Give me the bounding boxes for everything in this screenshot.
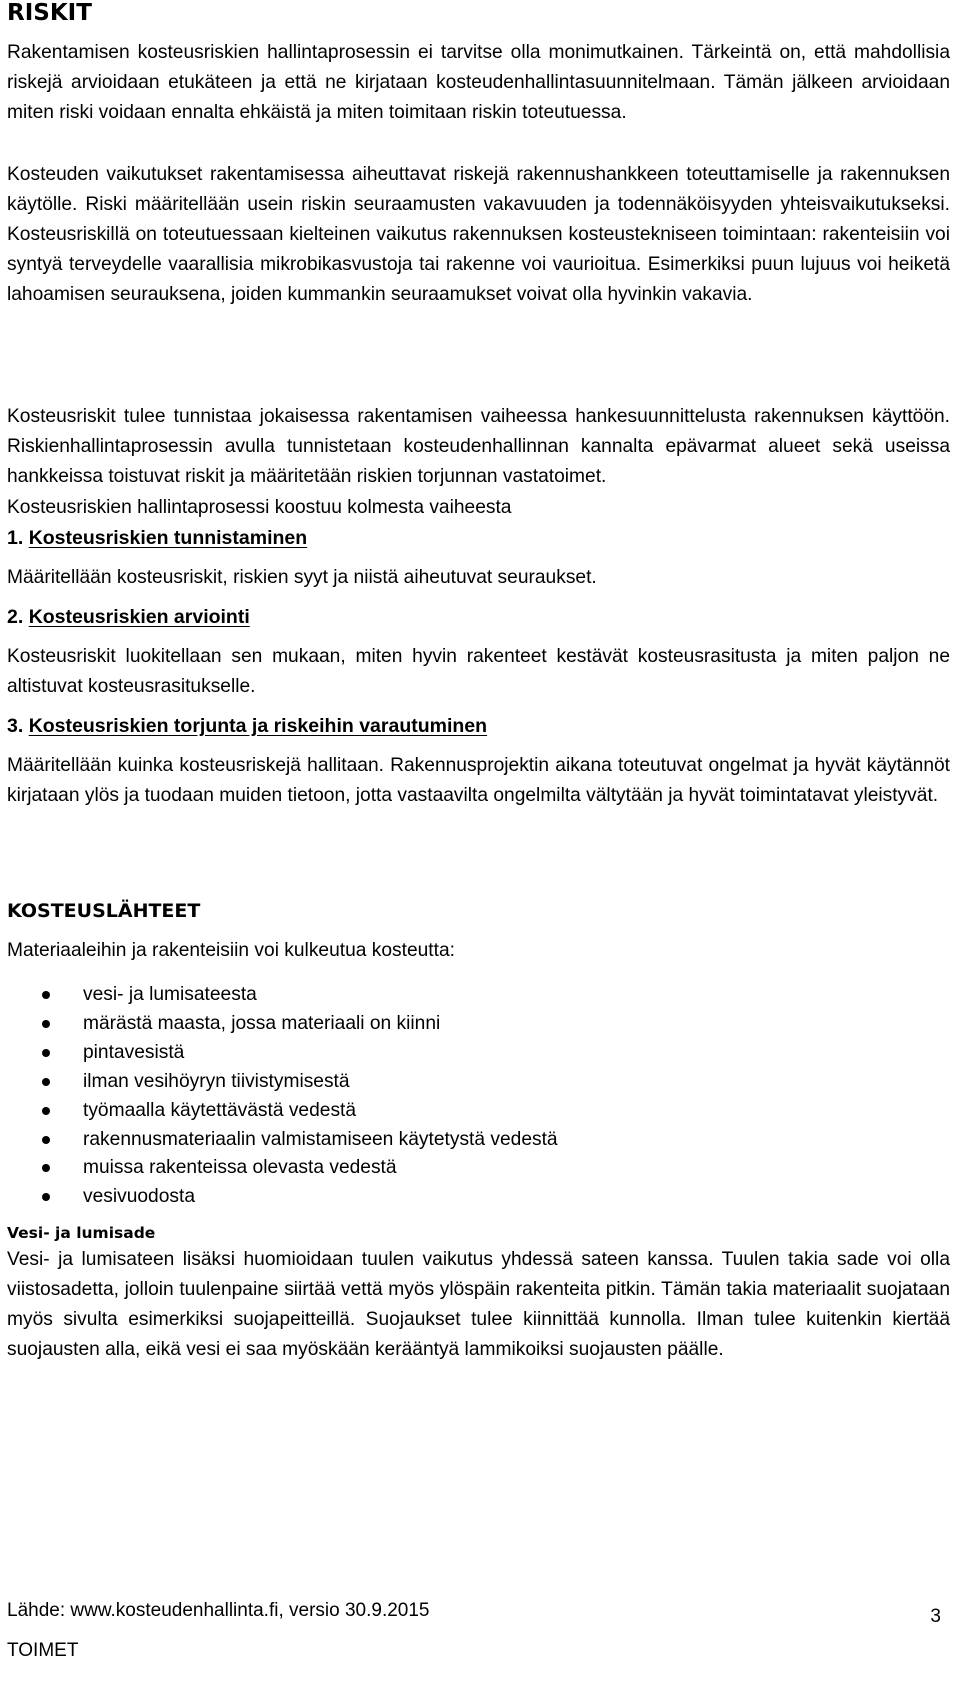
footer-organization: TOIMET bbox=[7, 1640, 79, 1661]
paragraph-rain-snow: Vesi- ja lumisateen lisäksi huomioidaan tuulen vaikutus yhdessä sateen kanssa. Tuulen takia sade voi olla viistosadetta, jolloin tuulenpaine siirtää vettä myös ylöspäin rakenteita pitkin. Tämän takia materiaalit suojataan myös sivulta esimerkiksi suojapeitteillä. Suojaukset tulee kiinnittää kunnolla. Ilman tulee kuitenkin kiertää suojausten alla, eikä vesi ei saa myöskään kerääntyä lammikoiksi suojausten päälle. bbox=[7, 1249, 950, 1360]
bullet-icon bbox=[42, 1164, 50, 1172]
step-2-text: Kosteusriskit luokitellaan sen mukaan, miten hyvin rakenteet kestävät kosteusrasitusta ja miten paljon ne altistuvat kosteusrasitukselle. bbox=[7, 646, 950, 697]
bullet-icon bbox=[42, 1049, 50, 1057]
paragraph-process-phases: Kosteusriskien hallintaprosessi koostuu kolmesta vaiheesta bbox=[7, 497, 512, 518]
list-item: märästä maasta, jossa materiaali on kiinni bbox=[7, 1010, 907, 1039]
list-item: työmaalla käytettävästä vedestä bbox=[7, 1097, 907, 1126]
step-2-title: Kosteusriskien arviointi bbox=[28, 606, 250, 628]
list-item: muissa rakenteissa olevasta vedestä bbox=[7, 1154, 907, 1183]
bullet-icon bbox=[42, 1078, 50, 1086]
bullet-icon bbox=[42, 1107, 50, 1115]
step-3-heading bbox=[7, 713, 487, 739]
step-2-heading bbox=[7, 604, 250, 630]
list-item: vesivuodosta bbox=[7, 1183, 907, 1212]
list-item: rakennusmateriaalin valmistamiseen käytetystä vedestä bbox=[7, 1126, 907, 1155]
heading-rain-snow: Vesi- ja lumisade bbox=[7, 1224, 156, 1242]
step-1-title: Kosteusriskien tunnistaminen bbox=[28, 527, 308, 549]
sources-intro: Materiaaleihin ja rakenteisiin voi kulkeutua kosteutta: bbox=[7, 940, 455, 961]
list-item: vesi- ja lumisateesta bbox=[7, 981, 907, 1010]
bullet-icon bbox=[42, 991, 50, 999]
bullet-icon bbox=[42, 1020, 50, 1028]
bullet-icon bbox=[42, 1193, 50, 1201]
bullet-icon bbox=[42, 1136, 50, 1144]
step-3-text: Määritellään kuinka kosteusriskejä hallitaan. Rakennusprojektin aikana toteutuvat ongelmat ja hyvät käytännöt kirjataan ylös ja tuodaan muiden tietoon, jotta vastaavilta ongelmilta vältytään ja hyvät toimintatavat yleistyvät. bbox=[7, 755, 950, 806]
paragraph-moisture-effects: Kosteuden vaikutukset rakentamisessa aiheuttavat riskejä rakennushankkeen toteuttamiselle ja rakennuksen käytölle. Riski määritellään usein riskin seuraamusten vakavuuden ja todennäköisyyden yhteisvaikutukseksi. Kosteusriskillä on toteutuessaan kielteinen vaikutus rakennuksen kosteustekniseen toimintaan: rakenteisiin voi syntyä terveydelle vaarallisia mikrobikasvustoja tai rakenne voi vaurioitua. Esimerkiksi puun lujuus voi heiketä lahoamisen seurauksena, joiden kummankin seuraamukset voivat olla hyvinkin vakavia. bbox=[7, 164, 950, 305]
paragraph-risk-identification: Kosteusriskit tulee tunnistaa jokaisessa rakentamisen vaiheessa hankesuunnittelusta rakennuksen käyttöön. Riskienhallintaprosessin avulla tunnistetaan kosteudenhallinnan kannalta epävarmat alueet sekä useissa hankkeissa toistuvat riskit ja määritetään riskien torjunnan vastatoimet. bbox=[7, 406, 950, 487]
step-1-text: Määritellään kosteusriskit, riskien syyt ja niistä aiheutuvat seuraukset. bbox=[7, 567, 597, 588]
heading-moisture-sources: KOSTEUSLÄHTEET bbox=[7, 900, 201, 922]
step-3-title: Kosteusriskien torjunta ja riskeihin varautuminen bbox=[28, 715, 488, 737]
list-item: ilman vesihöyryn tiivistymisestä bbox=[7, 1068, 907, 1097]
heading-risks: RISKIT bbox=[7, 0, 92, 26]
step-2-number: 2. bbox=[7, 606, 24, 628]
step-1-number: 1. bbox=[7, 527, 24, 549]
paragraph-intro: Rakentamisen kosteusriskien hallintaprosessin ei tarvitse olla monimutkainen. Tärkeintä on, että mahdollisia riskejä arvioidaan etukäteen ja että ne kirjataan kosteudenhallintasuunnitelmaan. Tämän jälkeen arvioidaan miten riski voidaan ennalta ehkäistä ja miten toimitaan riskin toteutuessa. bbox=[7, 42, 950, 123]
list-item: pintavesistä bbox=[7, 1039, 907, 1068]
page-number: 3 bbox=[930, 1606, 941, 1627]
moisture-sources-list bbox=[7, 981, 907, 1212]
step-1-heading bbox=[7, 525, 307, 551]
footer-source: Lähde: www.kosteudenhallinta.fi, versio 30.9.2015 bbox=[7, 1600, 430, 1621]
step-3-number: 3. bbox=[7, 715, 24, 737]
